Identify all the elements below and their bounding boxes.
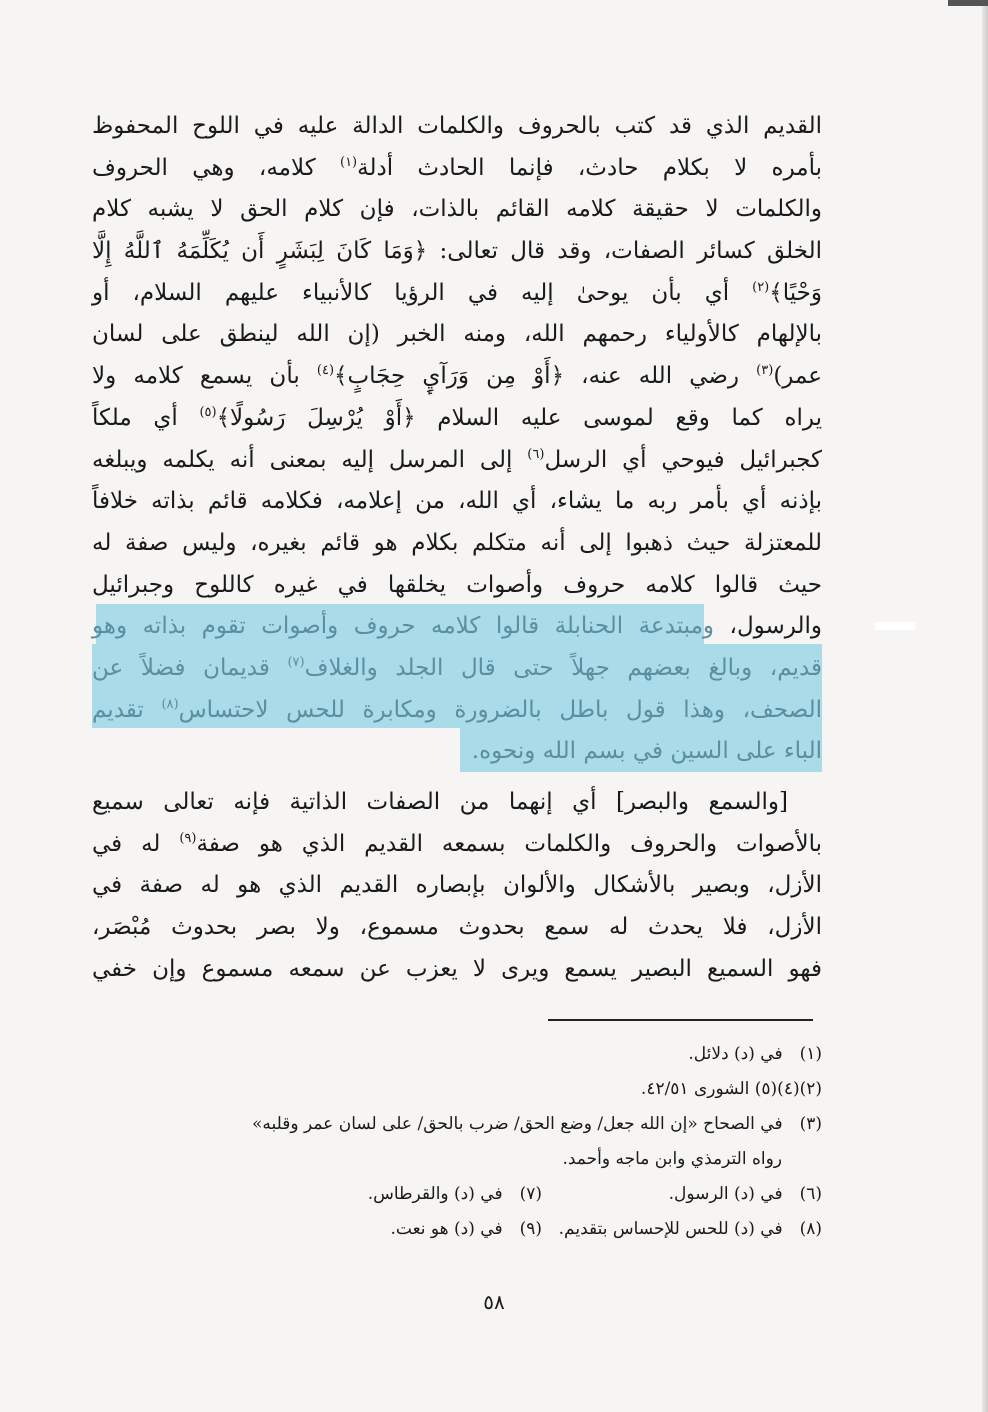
text-line: فهو السميع البصير يسمع ويرى لا يعزب عن سمعه مسموع وإن خفي — [92, 955, 822, 982]
footnote-item: (١) في (د) دلائل. — [688, 1044, 822, 1064]
footnote-ref[interactable]: (١) — [339, 154, 358, 170]
text-line — [92, 690, 822, 732]
text-line: القديم الذي قد كتب بالحروف والكلمات الدالة عليه في اللوح المحفوظ — [92, 113, 822, 139]
footnote-item: (٩) في (د) هو نعت. — [390, 1219, 542, 1239]
footnote-ref[interactable]: (٧) — [287, 654, 305, 670]
highlighted-text[interactable]: قديمان فضلاً عن — [92, 654, 270, 681]
footnote-item: (٣) في الصحاح «إن الله جعل/ وضع الحق/ ضرب بالحق/ على لسان عمر وقلبه» — [251, 1114, 822, 1134]
footnote-ref[interactable]: (٥) — [199, 404, 217, 420]
text-line: [والسمع والبصر] أي إنهما من الصفات الذاتية فإنه تعالى سميع — [92, 789, 789, 815]
text-line: حيث قالوا كلامه حروف وأصوات يخلقها في غيره كاللوح وجبرائيل — [92, 571, 822, 598]
text-line: وَحْيًا﴾$^{(٢)}$ أي بأن يوحىٰ إليه في الرؤيا كالأنبياء عليهم السلام، أو — [92, 279, 822, 306]
text-line: بالإلهام كالأولياء رحمهم الله، ومنه الخبر (إن الله لينطق على لسان — [92, 321, 822, 348]
text-line: بإذنه أي بأمر ربه ما يشاء، أي الله، من إعلامه، فكلامه قائم بذاته خلافاً — [92, 488, 822, 515]
page-number: ٥٨ — [483, 1290, 505, 1314]
text-line: عمر)$^{(٣)}$ رضي الله عنه، ﴿أَوْ مِن وَرَآيِٕ حِجَابٍ﴾$^{(٤)}$ بأن يسمع كلامه ولا — [92, 363, 822, 390]
footnote-ref[interactable]: (٦) — [527, 446, 545, 462]
footnotes — [90, 1037, 822, 1247]
footnote-divider — [548, 1019, 813, 1021]
footnote-row — [90, 1212, 822, 1247]
footnote-item: (٦) في (د) الرسول. — [668, 1184, 822, 1204]
page-edge — [982, 0, 988, 1412]
text-line: الأزل، فلا يحدث له سمع بحدوث مسموع، ولا بصر بحدوث مُبْصَر، — [92, 914, 822, 941]
highlighted-text[interactable]: الباء على السين في بسم الله ونحوه. — [471, 738, 822, 765]
text-line — [92, 731, 822, 773]
text-line — [92, 648, 822, 690]
text-line: الأزل، وبصير بالأشكال والألوان بإبصاره القديم الذي هو له صفة في — [92, 872, 822, 899]
text-line: بالأصوات والحروف والكلمات بسمعه القديم الذي هو صفة$^{(٩)}$ له في — [92, 830, 822, 857]
footnote-ref[interactable]: (٨) — [161, 696, 179, 712]
footnote-continuation: رواه الترمذي وابن ماجه وأحمد. — [562, 1149, 782, 1169]
text-line: يراه كما وقع لموسى عليه السلام ﴿أَوْ يُرْسِلَ رَسُولًا﴾$^{(٥)}$ أي ملكاً — [92, 404, 822, 431]
second-paragraph — [92, 782, 822, 990]
main-paragraph — [92, 106, 822, 773]
highlighted-text[interactable]: قديم، وبالغ بعضهم جهلاً حتى قال الجلد والغلاف — [304, 654, 823, 681]
footnote-ref[interactable]: (٢) — [752, 279, 770, 295]
scan-corner — [948, 0, 988, 6]
footnote-row — [90, 1177, 822, 1212]
highlighted-text[interactable]: ومبتدعة الحنابلة قالوا كلامه حروف وأصوات تقوم بذاته وهو — [92, 613, 715, 640]
text-line: والرسول، ومبتدعة الحنابلة قالوا كلامه حروف وأصوات تقوم بذاته وهو — [92, 613, 822, 640]
footnote-item: (٢)(٤)(٥) الشورى ٤٢/٥١. — [640, 1079, 822, 1099]
footnote-ref[interactable]: (٤) — [316, 363, 335, 379]
footnote-item: (٧) في (د) والقرطاس. — [367, 1184, 542, 1204]
text-line: والكلمات لا حقيقة كلامه القائم بالذات، فإن كلام الحق لا يشبه كلام — [92, 196, 822, 223]
text-line: كجبرائيل فيوحي أي الرسل$^{(٦)}$ إلى المرسل إليه بمعنى أنه يكلمه ويبلغه — [92, 446, 823, 473]
text-line: الخلق كسائر الصفات، وقد قال تعالى: ﴿وَمَا كَانَ لِبَشَرٍ أَن يُكَلِّمَهُ ٱللَّهُ إِلَّا — [92, 238, 822, 265]
footnote-ref[interactable]: (٣) — [756, 363, 774, 379]
text-line: بأمره لا بكلام حادث، فإنما الحادث أدلة$^{(١)}$ كلامه، وهي الحروف — [92, 154, 823, 181]
footnote-item: (٨) في (د) للحس للإحساس بتقديم. — [558, 1219, 822, 1239]
footnote-ref[interactable]: (٩) — [179, 830, 197, 846]
text-line: للمعتزلة حيث ذهبوا إلى أنه متكلم بكلام هو قائم بغيره، وليس صفة له — [92, 529, 822, 556]
highlighted-text[interactable]: تقديم — [92, 696, 144, 723]
highlighted-text[interactable]: الصحف، وهذا قول باطل بالضرورة ومكابرة للحس لاحتساس — [178, 696, 822, 723]
scan-artifact — [875, 622, 915, 630]
section-lead: [والسمع والبصر] — [615, 789, 789, 815]
